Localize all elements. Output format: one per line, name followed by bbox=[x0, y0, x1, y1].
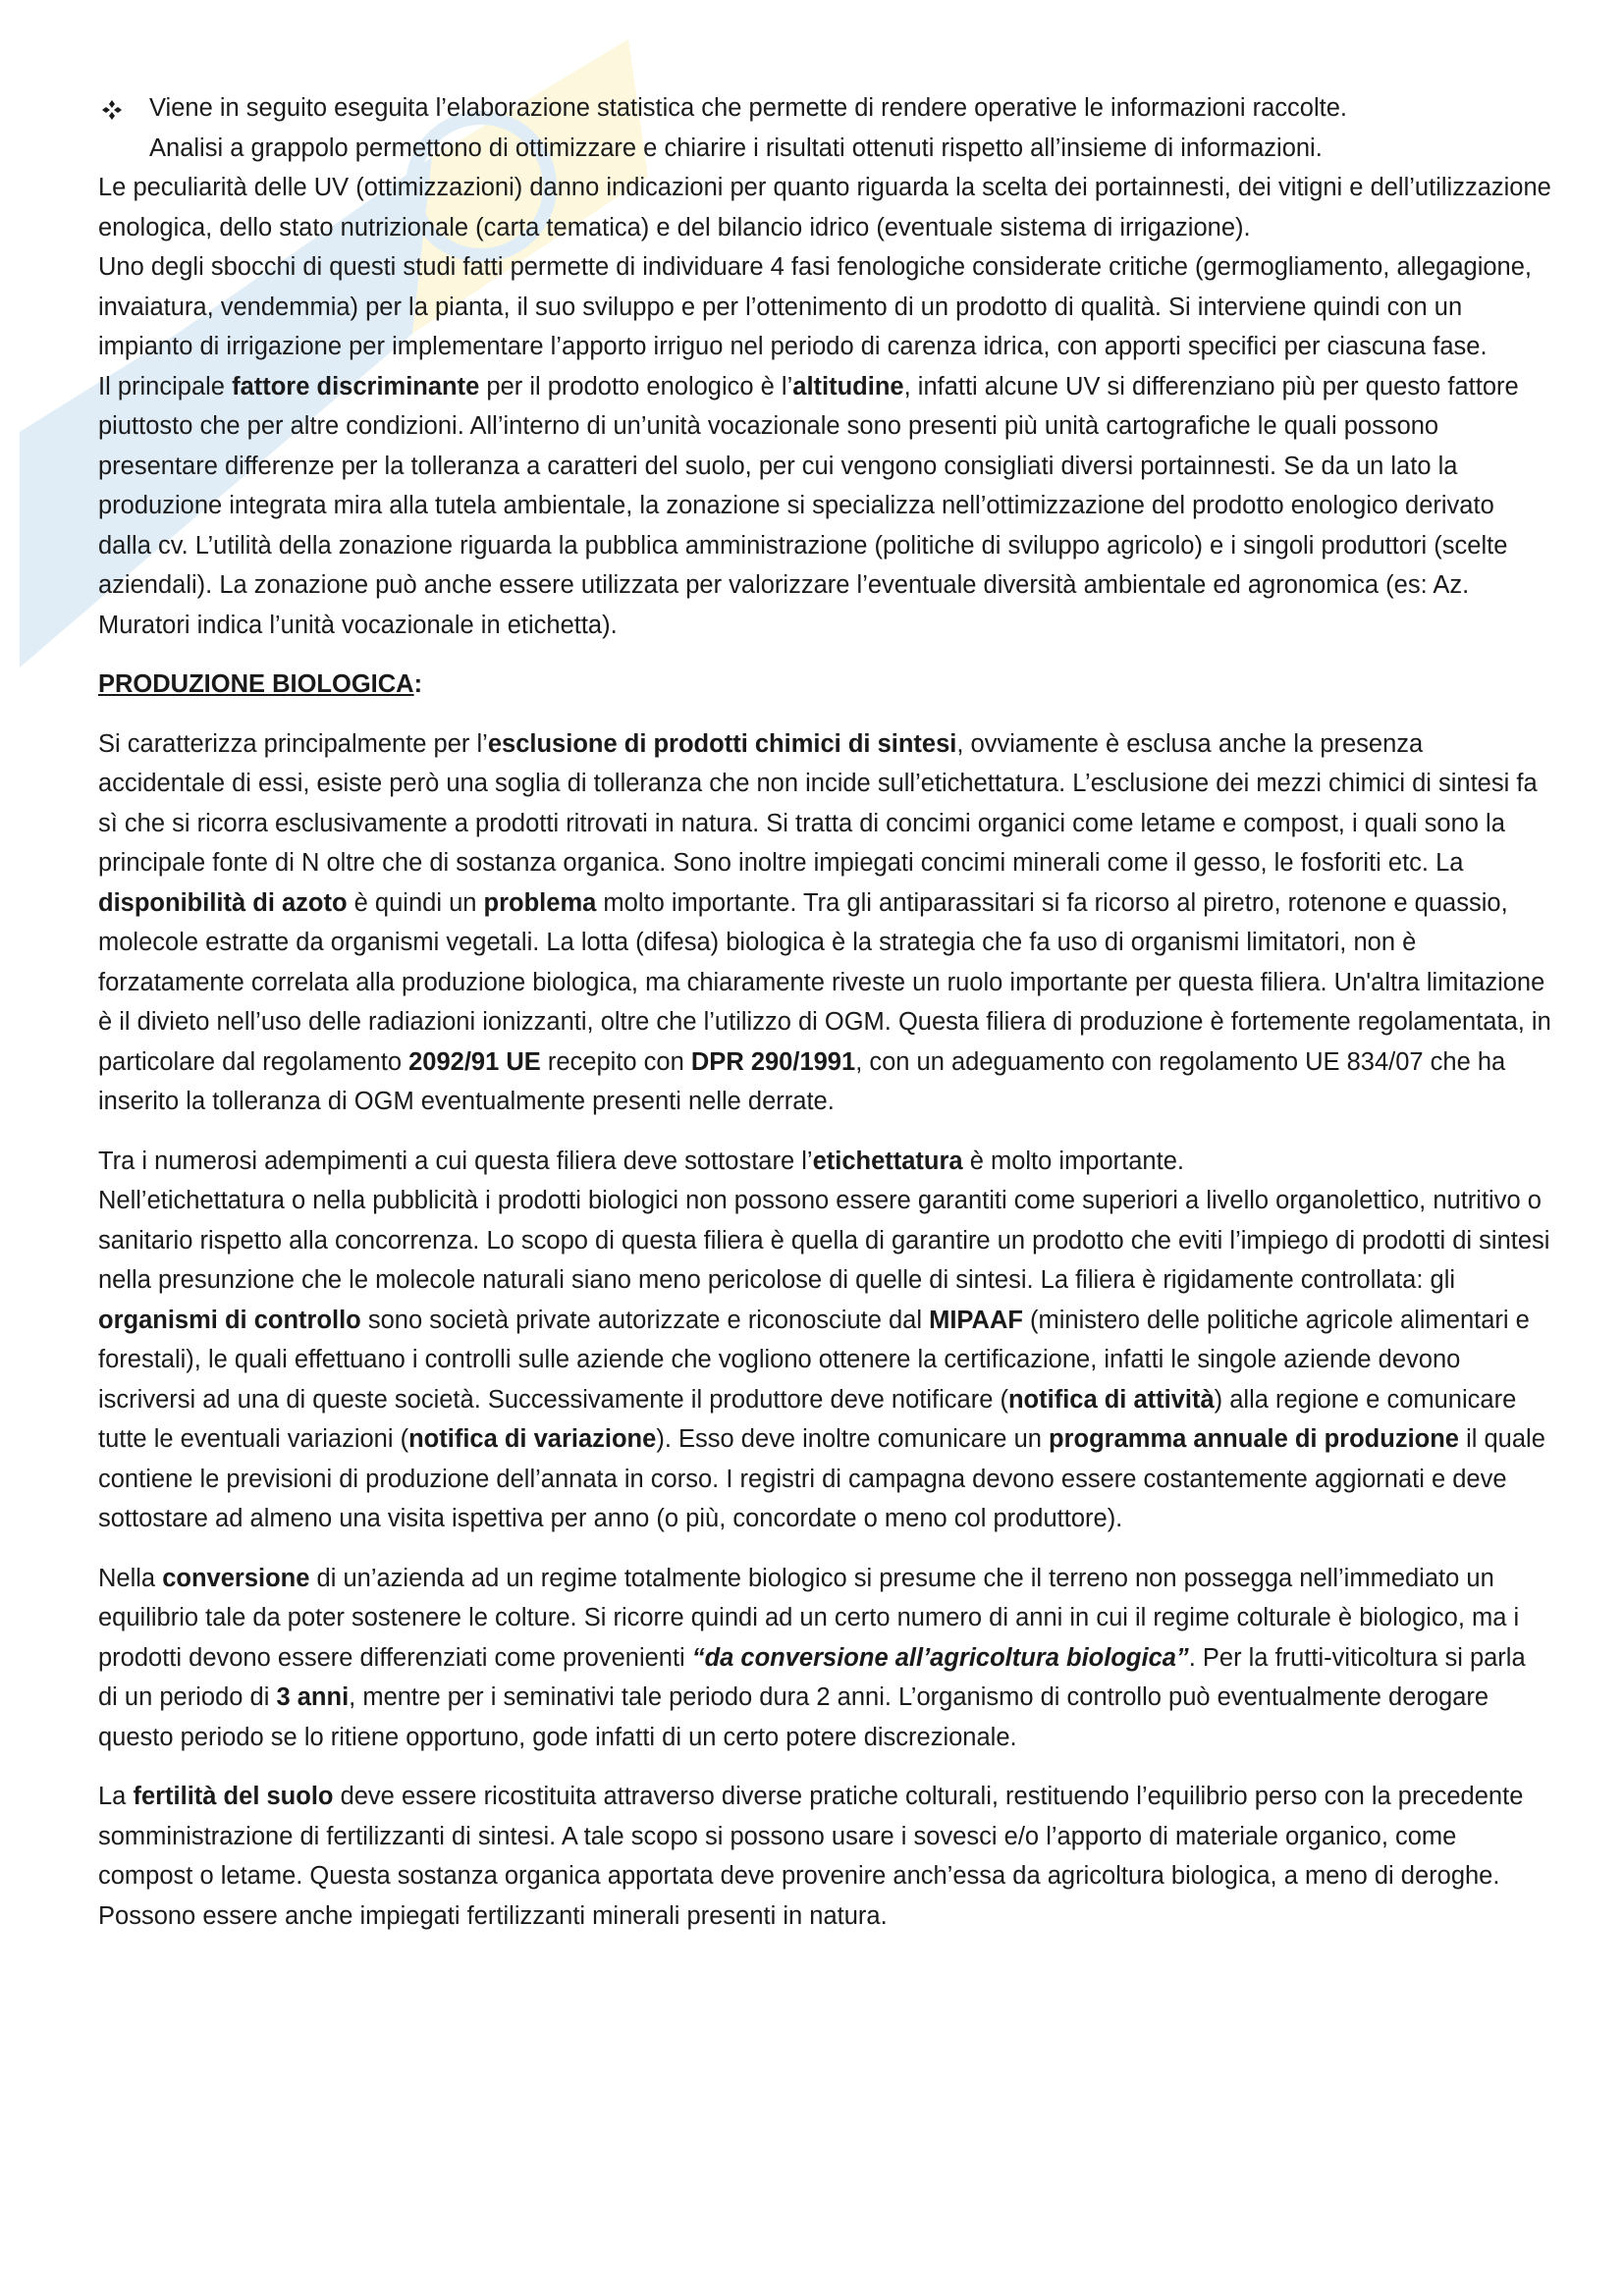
document-page bbox=[98, 88, 1551, 1936]
text-run: . Per la frutti-viticoltura si parla di un periodo di bbox=[98, 1643, 1526, 1711]
text-run: è quindi un bbox=[347, 888, 484, 917]
bold-run: conversione bbox=[162, 1564, 310, 1592]
bold-run: fertilità del suolo bbox=[133, 1783, 334, 1810]
text-run: , infatti alcune UV si differenziano più per questo fattore piuttosto che per altre condizioni. All’interno di un’unità vocazionale sono presenti più unità cartografiche le quali possono presentare differenze per la tolleranza a caratteri del suolo, per cui vengono consigliati diversi portainnesti. Se da un lato la produzione integrata mira alla tutela ambientale, la zonazione si specializza nell’ottimizzazione del prodotto enologico derivato dalla cv. L’utilità della zonazione riguarda la pubblica amministrazione (politiche di sviluppo agricolo) e i singoli produttori (scelte aziendali). La zonazione può anche essere utilizzata per valorizzare l’eventuale diversità ambientale ed agronomica (es: Az. Muratori indica l’unità vocazionale in etichetta). bbox=[98, 372, 1519, 639]
text-run: , con un adeguamento con regolamento UE 834/07 che ha inserito la tolleranza di OGM eventualmente presenti nelle derrate. bbox=[98, 1047, 1506, 1115]
text-run: , ovviamente è esclusa anche la presenza accidentale di essi, esiste però una soglia di tolleranza che non incide sull’etichettatura. L’esclusione dei mezzi chimici di sintesi fa sì che si ricorra esclusivamente a prodotti ritrovati in natura. Si tratta di concimi organici come letame e compost, i quali sono la principale fonte di N oltre che di sostanza organica. Sono inoltre impiegati concimi minerali come il gesso, le fosforiti etc. La bbox=[98, 729, 1538, 877]
bullet-paragraph bbox=[98, 88, 1551, 168]
bold-run: notifica di attività bbox=[1007, 1385, 1215, 1414]
section-heading bbox=[98, 665, 1551, 705]
text-run: il quale contiene le previsioni di produzione dell’annata in corso. I registri di campagna devono essere costantemente aggiornati e deve sottostare ad almeno una visita ispettiva per anno (o più, concordate o meno col produttore). bbox=[98, 1425, 1545, 1532]
paragraph-conversion bbox=[98, 1559, 1551, 1758]
heading-colon: : bbox=[413, 670, 423, 698]
text-run: Tra i numerosi adempimenti a cui questa filiera deve sottostare l’ bbox=[98, 1147, 813, 1175]
text-run: ). Esso deve inoltre comunicare un bbox=[656, 1425, 1050, 1453]
paragraph-organic-definition bbox=[98, 724, 1551, 1122]
text-run: La bbox=[98, 1783, 134, 1810]
paragraph-soil-fertility bbox=[98, 1777, 1551, 1936]
bold-run: programma annuale di produzione bbox=[1049, 1425, 1459, 1453]
text-run: di un’azienda ad un regime totalmente biologico si presume che il terreno non possegga nell’immediato un equilibrio tale da poter sostenere le colture. Si ricorre quindi ad un certo numero di anni in cui il regime colturale è biologico, ma i prodotti devono essere differenziati come provenienti bbox=[98, 1564, 1520, 1672]
bold-run: problema bbox=[483, 888, 597, 917]
bold-run: fattore discriminante bbox=[232, 372, 480, 400]
bold-run: DPR 290/1991 bbox=[690, 1047, 856, 1076]
four-diamond-bullet-icon bbox=[102, 100, 122, 120]
text-run: sono società private autorizzate e riconosciute dal bbox=[360, 1306, 930, 1334]
text-run: (ministero delle politiche agricole alimentari e forestali), le quali effettuano i controlli sulle aziende che vogliono ottenere la certificazione, infatti le singole aziende devono iscriversi ad una di queste società. Successivamente il produttore deve notificare ( bbox=[98, 1306, 1530, 1414]
section-heading-text: PRODUZIONE BIOLOGICA bbox=[98, 670, 414, 698]
bold-run: organismi di controllo bbox=[98, 1306, 361, 1334]
paragraph-phenological-phases: Uno degli sbocchi di questi studi fatti permette di individuare 4 fasi fenologiche considerate critiche (germogliamento, allegagione, invaiatura, vendemmia) per la pianta, il suo sviluppo e per l’ottenimento di un prodotto di qualità. Si interviene quindi con un impianto di irrigazione per implementare l’apporto irriguo nel periodo di carenza idrica, con apporti specifici per ciascuna fase. bbox=[98, 253, 1532, 360]
text-run: , mentre per i seminativi tale periodo dura 2 anni. L’organismo di controllo può eventualmente derogare questo periodo se lo ritiene opportuno, gode infatti di un certo potere discrezionale. bbox=[98, 1683, 1489, 1751]
bold-run: 3 anni bbox=[276, 1683, 350, 1711]
text-run: è molto importante. bbox=[962, 1147, 1184, 1175]
paragraph-discriminant-factor bbox=[98, 367, 1551, 646]
text-run: ) alla regione e comunicare tutte le eventuali variazioni ( bbox=[98, 1385, 1517, 1453]
text-run: Si caratterizza principalmente per l’ bbox=[98, 729, 488, 758]
text-run: per il prodotto enologico è l’ bbox=[479, 372, 793, 400]
text-run: Nella bbox=[98, 1564, 163, 1592]
paragraph-uv-peculiarities: Le peculiarità delle UV (ottimizzazioni) danno indicazioni per quanto riguarda la scelta dei portainnesti, dei vitigni e dell’utilizzazione enologica, dello stato nutrizionale (carta tematica) e del bilancio idrico (eventuale sistema di irrigazione). bbox=[98, 174, 1551, 241]
bold-italic-run: “da conversione all’agricoltura biologica” bbox=[691, 1643, 1189, 1672]
paragraph-labelling bbox=[98, 1142, 1551, 1182]
text-run: deve essere ricostituita attraverso diverse pratiche colturali, restituendo l’equilibrio perso con la precedente somministrazione di fertilizzanti di sintesi. A tale scopo si possono usare i sovesci e/o l’apporto di materiale organico, come compost o letame. Questa sostanza organica apportata deve provenire anch’essa da agricoltura biologica, a meno di deroghe. Possono essere anche impiegati fertilizzanti minerali presenti in natura. bbox=[98, 1783, 1524, 1930]
text-run: Il principale bbox=[98, 372, 233, 400]
bold-run: esclusione di prodotti chimici di sintesi bbox=[487, 729, 957, 758]
bullet-line-2: Analisi a grappolo permettono di ottimizzare e chiarire i risultati ottenuti rispetto all’insieme di informazioni. bbox=[149, 133, 1323, 162]
bold-run: notifica di variazione bbox=[408, 1425, 657, 1453]
paragraph-control-bodies bbox=[98, 1181, 1551, 1539]
text-run: recepito con bbox=[540, 1047, 691, 1076]
bold-run: MIPAAF bbox=[929, 1306, 1023, 1334]
text-run: Nell’etichettatura o nella pubblicità i prodotti biologici non possono essere garantiti come superiori a livello organolettico, nutritivo o sanitario rispetto alla concorrenza. Lo scopo di questa filiera è quella di garantire un prodotto che eviti l’impiego di prodotti di sintesi nella presunzione che le molecole naturali siano meno pericolose di quelle di sintesi. La filiera è rigidamente controllata: gli bbox=[98, 1187, 1550, 1294]
bold-run: disponibilità di azoto bbox=[98, 888, 348, 917]
bold-run: etichettatura bbox=[812, 1147, 963, 1175]
bold-run: 2092/91 UE bbox=[408, 1047, 541, 1076]
bold-run: altitudine bbox=[792, 372, 904, 400]
bullet-line-1: Viene in seguito eseguita l’elaborazione statistica che permette di rendere operative le informazioni raccolte. bbox=[149, 94, 1347, 122]
text-run: molto importante. Tra gli antiparassitari si fa ricorso al piretro, rotenone e quassio, molecole estratte da organismi vegetali. La lotta (difesa) biologica è la strategia che fa uso di organismi limitatori, non è forzatamente correlata alla produzione biologica, ma chiaramente riveste un ruolo importante per questa filiera. Un'altra limitazione è il divieto nell’uso delle radiazioni ionizzanti, oltre che l’utilizzo di OGM. Questa filiera di produzione è fortemente regolamentata, in particolare dal regolamento bbox=[98, 888, 1551, 1076]
